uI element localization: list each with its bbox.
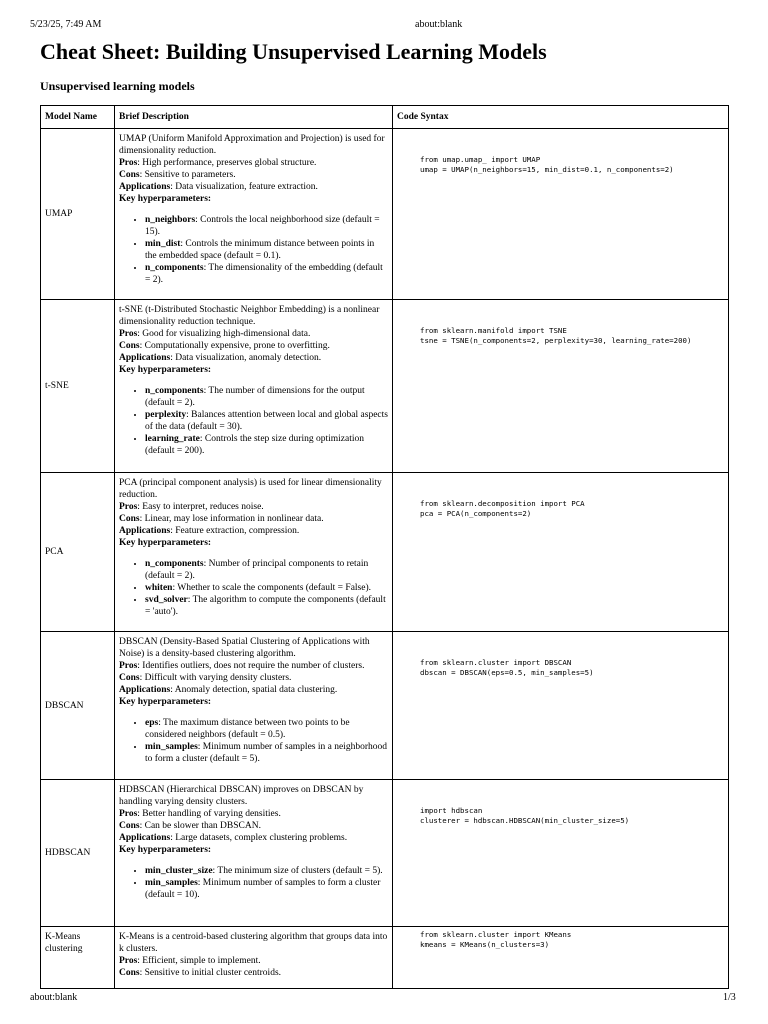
hyperparameter-name: n_neighbors <box>145 215 196 225</box>
code-cell <box>393 632 729 780</box>
hyperparameter-name: min_samples <box>145 742 198 752</box>
list-item <box>145 262 388 286</box>
code-snippet: from sklearn.manifold import TSNE tsne = TSNE(n_components=2, perplexity=30, learning_rate=200) <box>420 326 692 345</box>
list-item <box>145 409 388 433</box>
cons-label: Cons <box>119 341 140 351</box>
model-description <box>115 927 393 989</box>
list-item <box>145 594 388 618</box>
applications-text: : Anomaly detection, spatial data clustering. <box>170 685 338 695</box>
key-hyperparameters-label: Key hyperparameters: <box>119 845 212 855</box>
applications-text: : Feature extraction, compression. <box>170 526 300 536</box>
pros-label: Pros <box>119 502 138 512</box>
list-item <box>145 238 388 262</box>
list-item <box>145 558 388 582</box>
pros-text: : Efficient, simple to implement. <box>137 956 261 966</box>
hyperparameter-text: : Whether to scale the components (default = False). <box>172 583 372 593</box>
section-title: Unsupervised learning models <box>40 79 195 93</box>
hyperparameter-text: : Controls the local neighborhood size (default = 15). <box>145 215 380 237</box>
pros-text: : Better handling of varying densities. <box>137 809 281 819</box>
hyperparameter-text: : The minimum size of clusters (default = 5). <box>212 866 383 876</box>
code-cell <box>393 300 729 473</box>
page-number: 1/3 <box>723 992 736 1003</box>
code-snippet: from sklearn.decomposition import PCA pca = PCA(n_components=2) <box>420 499 585 518</box>
pros-text: : Good for visualizing high-dimensional data. <box>137 329 311 339</box>
print-datetime: 5/23/25, 7:49 AM <box>30 19 102 30</box>
code-snippet: from sklearn.cluster import DBSCAN dbscan = DBSCAN(eps=0.5, min_samples=5) <box>420 658 594 677</box>
applications-text: : Large datasets, complex clustering problems. <box>170 833 348 843</box>
pros-text: : Easy to interpret, reduces noise. <box>137 502 264 512</box>
code-cell <box>393 129 729 300</box>
model-name: UMAP <box>41 129 115 300</box>
hyperparameter-list <box>119 865 388 901</box>
applications-text: : Data visualization, feature extraction. <box>170 182 318 192</box>
hyperparameter-list <box>119 214 388 286</box>
list-item <box>145 214 388 238</box>
header-model-name: Model Name <box>41 106 115 129</box>
description-text: HDBSCAN (Hierarchical DBSCAN) improves on DBSCAN by handling varying density clusters. <box>119 785 364 807</box>
model-name: HDBSCAN <box>41 780 115 927</box>
hyperparameter-name: min_samples <box>145 878 198 888</box>
hyperparameter-text: : Minimum number of samples in a neighborhood to form a cluster (default = 5). <box>145 742 387 764</box>
cons-label: Cons <box>119 673 140 683</box>
list-item <box>145 717 388 741</box>
pros-text: : Identifies outliers, does not require the number of clusters. <box>137 661 365 671</box>
hyperparameter-name: n_components <box>145 386 204 396</box>
list-item <box>145 385 388 409</box>
key-hyperparameters-label: Key hyperparameters: <box>119 538 212 548</box>
hyperparameter-name: learning_rate <box>145 434 200 444</box>
model-name: K-Means clustering <box>41 927 115 989</box>
key-hyperparameters-label: Key hyperparameters: <box>119 365 212 375</box>
hyperparameter-name: eps <box>145 718 159 728</box>
list-item <box>145 741 388 765</box>
model-description <box>115 129 393 300</box>
model-name: PCA <box>41 473 115 632</box>
hyperparameter-list <box>119 717 388 765</box>
key-hyperparameters-label: Key hyperparameters: <box>119 194 212 204</box>
cons-label: Cons <box>119 170 140 180</box>
hyperparameter-text: : Balances attention between local and global aspects of the data (default = 30). <box>145 410 388 432</box>
list-item <box>145 877 388 901</box>
hyperparameter-text: : Controls the step size during optimization (default = 200). <box>145 434 365 456</box>
applications-label: Applications <box>119 685 171 695</box>
description-text: PCA (principal component analysis) is used for linear dimensionality reduction. <box>119 478 382 500</box>
cons-text: : Sensitive to initial cluster centroids. <box>139 968 282 978</box>
cons-text: : Sensitive to parameters. <box>139 170 236 180</box>
code-cell <box>393 927 729 989</box>
applications-label: Applications <box>119 526 171 536</box>
hyperparameter-text: : Minimum number of samples to form a cluster (default = 10). <box>145 878 381 900</box>
applications-label: Applications <box>119 833 171 843</box>
hyperparameter-name: n_components <box>145 263 204 273</box>
hyperparameter-name: min_cluster_size <box>145 866 213 876</box>
hyperparameter-name: perplexity <box>145 410 187 420</box>
cons-text: : Difficult with varying density clusters. <box>139 673 292 683</box>
hyperparameter-list <box>119 558 388 618</box>
code-snippet: import hdbscan clusterer = hdbscan.HDBSCAN(min_cluster_size=5) <box>420 806 630 825</box>
model-description <box>115 300 393 473</box>
code-snippet: from umap.umap_ import UMAP umap = UMAP(n_neighbors=15, min_dist=0.1, n_components=2) <box>420 155 674 174</box>
table-row <box>41 780 729 927</box>
code-cell <box>393 473 729 632</box>
cons-label: Cons <box>119 514 140 524</box>
print-url: about:blank <box>415 19 463 30</box>
hyperparameter-name: whiten <box>145 583 173 593</box>
header-brief-description: Brief Description <box>115 106 393 129</box>
code-snippet: from sklearn.cluster import KMeans kmeans = KMeans(n_clusters=3) <box>420 930 572 949</box>
description-text: UMAP (Uniform Manifold Approximation and Projection) is used for dimensionality reduction. <box>119 134 385 156</box>
hyperparameter-name: n_components <box>145 559 204 569</box>
table-header-row <box>41 106 729 129</box>
pros-label: Pros <box>119 809 138 819</box>
hyperparameter-name: svd_solver <box>145 595 188 605</box>
hyperparameter-text: : The number of dimensions for the output (default = 2). <box>145 386 365 408</box>
model-name: t-SNE <box>41 300 115 473</box>
page-title: Cheat Sheet: Building Unsupervised Learning Models <box>40 39 547 64</box>
key-hyperparameters-label: Key hyperparameters: <box>119 697 212 707</box>
list-item <box>145 582 388 594</box>
applications-label: Applications <box>119 353 171 363</box>
hyperparameter-text: : The maximum distance between two points to be considered neighbors (default = 0.5). <box>145 718 350 740</box>
table-row <box>41 927 729 989</box>
hyperparameter-text: : The algorithm to compute the components (default = 'auto'). <box>145 595 386 617</box>
pros-label: Pros <box>119 956 138 966</box>
description-text: DBSCAN (Density-Based Spatial Clustering of Applications with Noise) is a density-based clustering algorithm. <box>119 637 370 659</box>
code-cell <box>393 780 729 927</box>
applications-label: Applications <box>119 182 171 192</box>
table-row <box>41 473 729 632</box>
list-item <box>145 865 388 877</box>
applications-text: : Data visualization, anomaly detection. <box>170 353 322 363</box>
model-description <box>115 473 393 632</box>
hyperparameter-name: min_dist <box>145 239 181 249</box>
models-table <box>40 105 729 989</box>
table-row <box>41 632 729 780</box>
description-text: t-SNE (t-Distributed Stochastic Neighbor Embedding) is a nonlinear dimensionality reduction technique. <box>119 305 380 327</box>
hyperparameter-text: : The dimensionality of the embedding (default = 2). <box>145 263 383 285</box>
model-description <box>115 632 393 780</box>
cons-text: : Can be slower than DBSCAN. <box>139 821 261 831</box>
table-row <box>41 300 729 473</box>
list-item <box>145 433 388 457</box>
hyperparameter-list <box>119 385 388 457</box>
cons-label: Cons <box>119 968 140 978</box>
table-row <box>41 129 729 300</box>
cons-text: : Linear, may lose information in nonlinear data. <box>139 514 324 524</box>
pros-label: Pros <box>119 329 138 339</box>
description-text: K-Means is a centroid-based clustering algorithm that groups data into k clusters. <box>119 932 388 954</box>
cons-label: Cons <box>119 821 140 831</box>
hyperparameter-text: : Controls the minimum distance between points in the embedded space (default = 0.1). <box>145 239 375 261</box>
pros-label: Pros <box>119 661 138 671</box>
header-code-syntax: Code Syntax <box>393 106 729 129</box>
model-description <box>115 780 393 927</box>
cons-text: : Computationally expensive, prone to overfitting. <box>139 341 330 351</box>
hyperparameter-text: : Number of principal components to retain (default = 2). <box>145 559 369 581</box>
footer-url: about:blank <box>30 992 78 1003</box>
model-name: DBSCAN <box>41 632 115 780</box>
pros-text: : High performance, preserves global structure. <box>137 158 317 168</box>
pros-label: Pros <box>119 158 138 168</box>
